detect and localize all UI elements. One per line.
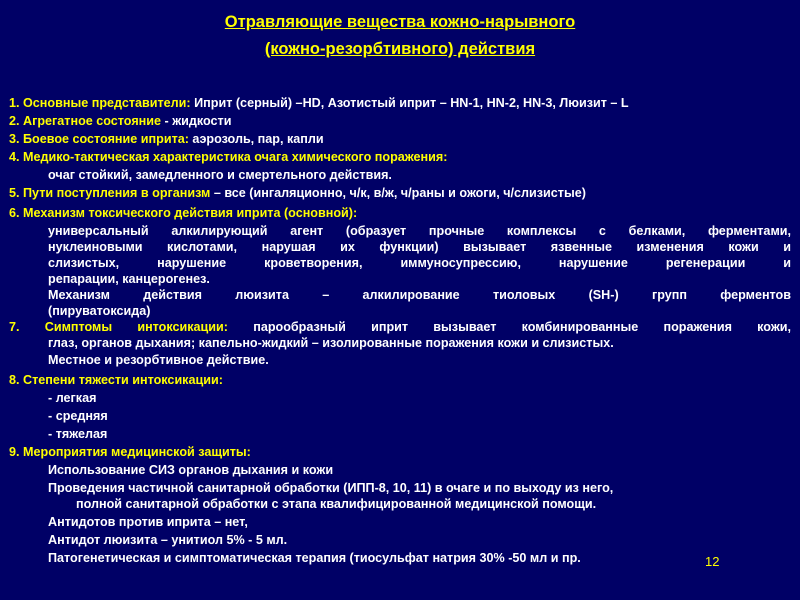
page-number: 12 (705, 554, 720, 569)
page-title-line-2: (кожно-резорбтивного) действия (264, 40, 536, 58)
item-9-sub-4: Антидотов против иприта – нет, (48, 515, 248, 529)
severity-level: - средняя (48, 409, 108, 423)
item-5-text: – все (ингаляционно, ч/к, в/ж, ч/раны и ожоги, ч/слизистые) (210, 186, 586, 200)
item-7-text: парообразный иприт вызывает комбинированные поражения кожи, (227, 320, 792, 334)
item-9-sub-1: Использование СИЗ органов дыхания и кожи (48, 463, 334, 477)
item-6-sub-2: нуклеиновыми кислотами, нарушая их функции) вызывает язвенные изменения кожи и (48, 240, 791, 254)
item-4-sub: очаг стойкий, замедленного и смертельного действия. (48, 168, 392, 182)
page-title-line-1: Отравляющие вещества кожно-нарывного (224, 13, 576, 31)
item-6-label: 6. Механизм токсического действия иприта (основной): (9, 206, 358, 220)
item-1 (9, 96, 629, 111)
item-3-label: 3. Боевое состояние иприта: (9, 132, 189, 146)
item-8-label: 8. Степени тяжести интоксикации: (9, 373, 223, 387)
item-7 (9, 320, 791, 335)
item-6-sub-6: (пируватоксида) (48, 304, 151, 318)
item-1-label: 1. Основные представители: (9, 96, 191, 110)
item-9-sub-3: полной санитарной обработки с этапа квалифицированной медицинской помощи. (76, 497, 597, 511)
item-9-sub-6: Патогенетическая и симптоматическая терапия (тиосульфат натрия 30% -50 мл и пр. (48, 551, 581, 565)
item-7-sub-1: глаз, органов дыхания; капельно-жидкий – изолированные поражения кожи и слизистых. (48, 336, 614, 350)
severity-level: - легкая (48, 391, 97, 405)
item-7-label: 7. Симптомы интоксикации: (9, 320, 228, 334)
item-3 (9, 132, 324, 147)
item-2-label: 2. Агрегатное состояние (9, 114, 162, 128)
severity-level: - тяжелая (48, 427, 108, 441)
item-6-sub-4: репарации, канцерогенез. (48, 272, 210, 286)
item-6-sub-5: Механизм действия люизита – алкилирование тиоловых (SH-) групп ферментов (48, 288, 791, 302)
item-7-sub-2: Местное и резорбтивное действие. (48, 353, 269, 367)
item-1-text: Иприт (серный) –HD, Азотистый иприт – HN-1, HN-2, HN-3, Люизит – L (190, 96, 629, 110)
item-2-text: - жидкости (161, 114, 232, 128)
item-9-label: 9. Мероприятия медицинской защиты: (9, 445, 251, 459)
item-5 (9, 186, 586, 201)
item-6-sub-1: универсальный алкилирующий агент (образует прочные комплексы с белками, ферментами, (48, 224, 791, 238)
item-9-sub-5: Антидот люизита – унитиол 5% - 5 мл. (48, 533, 288, 547)
item-4-label: 4. Медико-тактическая характеристика очага химического поражения: (9, 150, 448, 164)
item-6-sub-3: слизистых, нарушение кроветворения, иммуносупрессию, нарушение регенерации и (48, 256, 791, 270)
item-5-label: 5. Пути поступления в организм (9, 186, 211, 200)
item-2 (9, 114, 231, 129)
item-3-text: аэрозоль, пар, капли (188, 132, 324, 146)
item-9-sub-2: Проведения частичной санитарной обработки (ИПП-8, 10, 11) в очаге и по выходу из него, (48, 481, 614, 495)
